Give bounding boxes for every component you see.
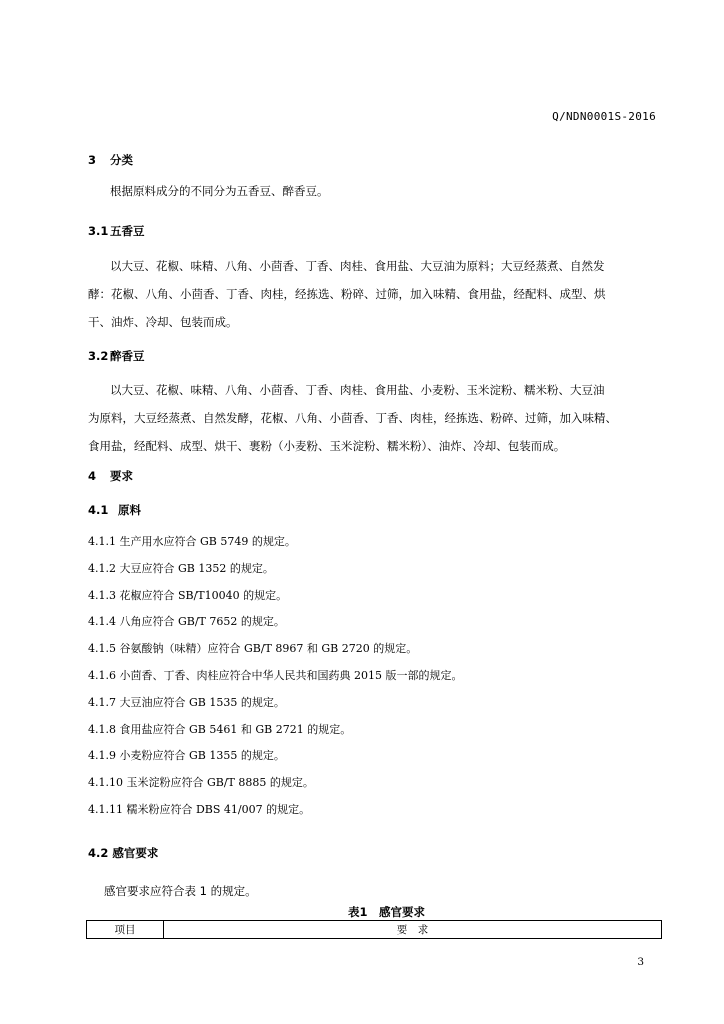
- list-item: 4.1.5 谷氨酸钠（味精）应符合 GB/T 8967 和 GB 2720 的规定。: [88, 642, 418, 655]
- list-item: 4.1.11 糯米粉应符合 DBS 41/007 的规定。: [88, 803, 311, 816]
- section-4-2-heading: 4.2 感官要求: [88, 846, 159, 860]
- section-4-number: 4: [88, 469, 97, 483]
- section-3-2-number: 3.2: [88, 349, 109, 363]
- section-3-1-number: 3.1: [88, 224, 109, 238]
- section-3-title: 分类: [110, 153, 133, 167]
- page-number: 3: [637, 956, 644, 968]
- section-3-1-line-2: 酵：花椒、八角、小茴香、丁香、肉桂，经拣选、粉碎、过筛，加入味精、食用盐，经配料、成型、烘: [88, 287, 606, 301]
- section-3-2-title: 醉香豆: [110, 349, 145, 363]
- list-item: 4.1.8 食用盐应符合 GB 5461 和 GB 2721 的规定。: [88, 723, 352, 736]
- document-code: Q/NDN0001S-2016: [552, 110, 656, 123]
- section-3-2-line-2: 为原料，大豆经蒸煮、自然发酵，花椒、八角、小茴香、丁香、肉桂，经拣选、粉碎、过筛，加入味精、: [88, 411, 617, 425]
- section-4-title: 要求: [110, 469, 133, 483]
- section-4-2-body: 感官要求应符合表 1 的规定。: [104, 884, 257, 898]
- list-item: 4.1.7 大豆油应符合 GB 1535 的规定。: [88, 696, 285, 709]
- section-3-heading: [88, 152, 133, 168]
- section-3-1-heading: [88, 223, 145, 239]
- section-3-2-heading: [88, 348, 145, 364]
- list-item: 4.1.4 八角应符合 GB/T 7652 的规定。: [88, 615, 285, 628]
- table-header-item: 项目: [87, 921, 164, 939]
- section-3-2-line-3: 食用盐，经配料、成型、烘干、裹粉（小麦粉、玉米淀粉、糯米粉）、油炸、冷却、包装而成。: [88, 439, 566, 453]
- list-item: 4.1.6 小茴香、丁香、肉桂应符合中华人民共和国药典 2015 版一部的规定。: [88, 669, 463, 682]
- sensory-requirements-table: [86, 920, 662, 939]
- section-4-1-title: 原料: [118, 503, 141, 517]
- list-item: 4.1.10 玉米淀粉应符合 GB/T 8885 的规定。: [88, 776, 314, 789]
- section-3-2-line-1: 以大豆、花椒、味精、八角、小茴香、丁香、肉桂、食用盐、小麦粉、玉米淀粉、糯米粉、大豆油: [110, 383, 605, 397]
- section-4-heading: [88, 468, 133, 484]
- section-3-1-line-1: 以大豆、花椒、味精、八角、小茴香、丁香、肉桂、食用盐、大豆油为原料；大豆经蒸煮、自然发: [110, 259, 605, 273]
- section-4-1-heading: [88, 502, 141, 518]
- list-item: 4.1.9 小麦粉应符合 GB 1355 的规定。: [88, 749, 285, 762]
- section-3-body: 根据原料成分的不同分为五香豆、醉香豆。: [110, 184, 329, 198]
- list-item: 4.1.1 生产用水应符合 GB 5749 的规定。: [88, 535, 296, 548]
- list-item: 4.1.3 花椒应符合 SB/T10040 的规定。: [88, 589, 288, 602]
- table-caption: 表1 感官要求: [348, 905, 426, 919]
- section-3-1-title: 五香豆: [110, 224, 145, 238]
- section-3-1-line-3: 干、油炸、冷却、包装而成。: [88, 315, 238, 329]
- section-3-number: 3: [88, 153, 97, 167]
- section-4-1-number: 4.1: [88, 503, 109, 517]
- table-header-requirement: 要 求: [164, 921, 662, 939]
- table-header-row: [87, 921, 662, 939]
- list-item: 4.1.2 大豆应符合 GB 1352 的规定。: [88, 562, 274, 575]
